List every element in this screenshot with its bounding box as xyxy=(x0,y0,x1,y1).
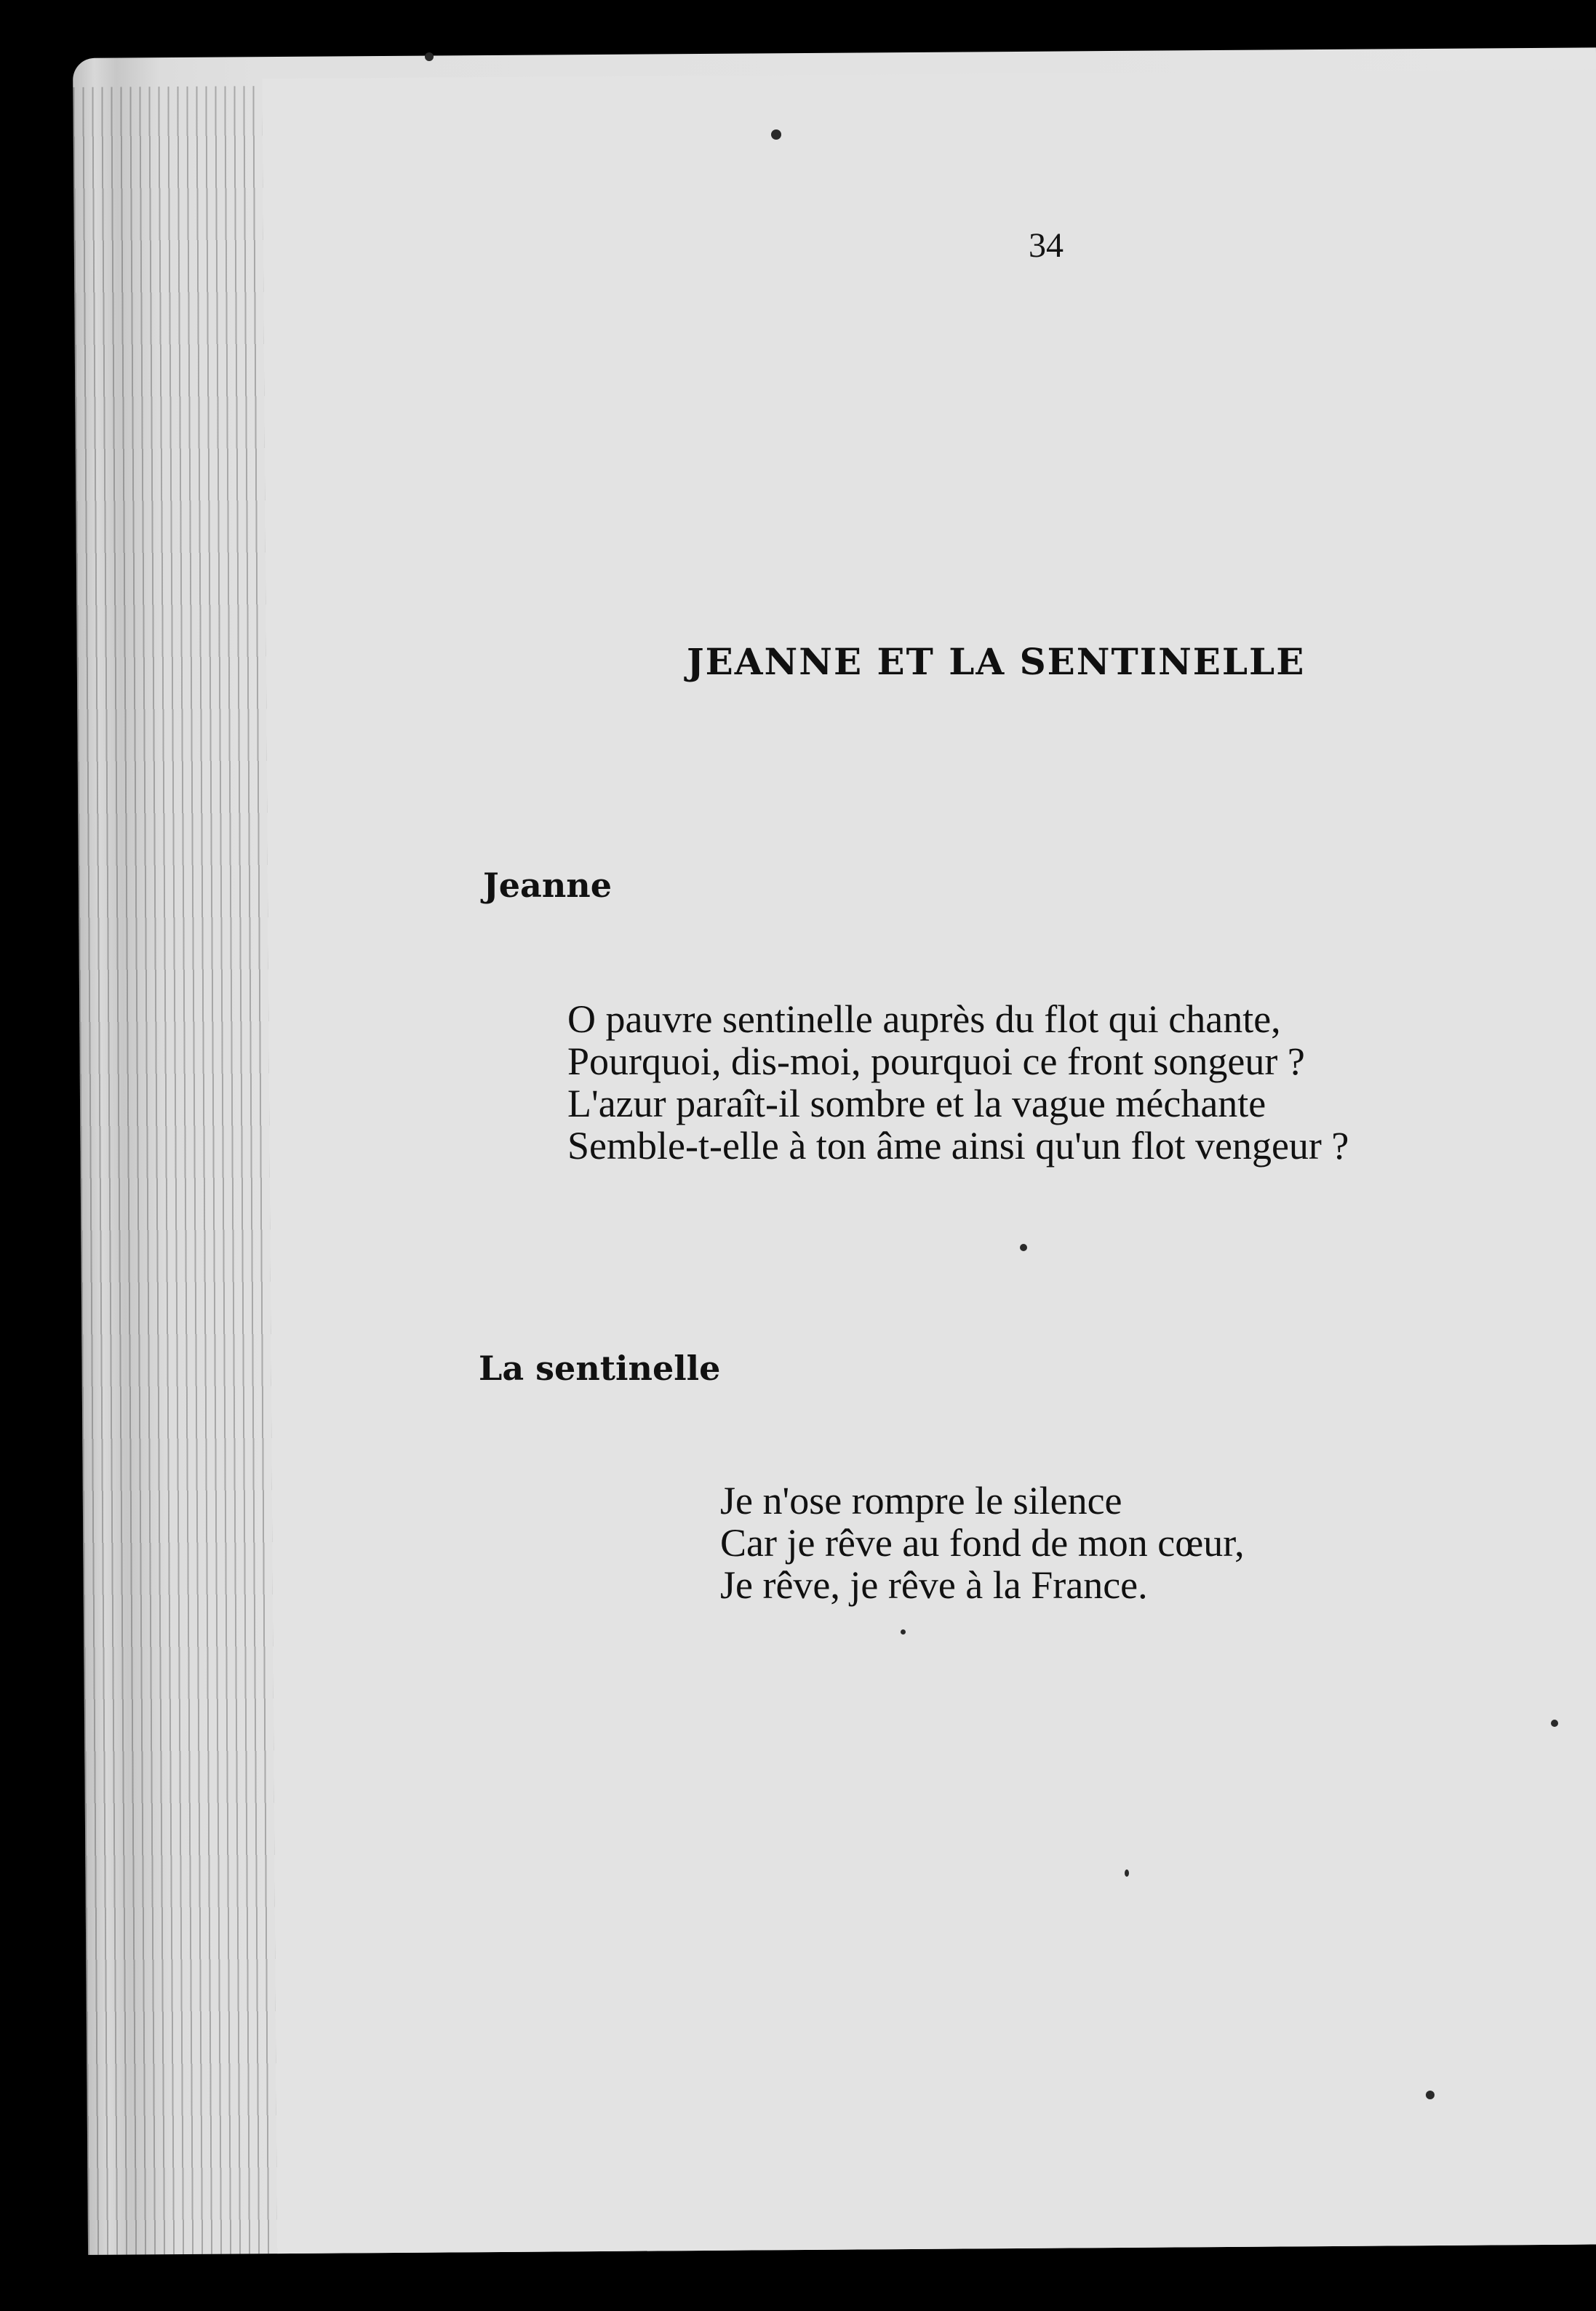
page-number: 34 xyxy=(1029,226,1064,265)
verse-line: L'azur paraît-il sombre et la vague méchante xyxy=(567,1082,1266,1125)
speaker-sentinelle: La sentinelle xyxy=(479,1349,721,1388)
speaker-jeanne: Jeanne xyxy=(483,866,612,905)
verse-line: Je rêve, je rêve à la France. xyxy=(720,1563,1148,1607)
verse-line: Semble-t-elle à ton âme ainsi qu'un flot vengeur ? xyxy=(567,1124,1349,1168)
speck xyxy=(901,1629,906,1635)
speck xyxy=(1551,1720,1558,1727)
speck xyxy=(425,52,434,61)
verse-line: Je n'ose rompre le silence xyxy=(720,1479,1122,1522)
verse-sentinelle xyxy=(720,1480,1245,1606)
speck xyxy=(1125,1869,1129,1877)
speck xyxy=(1426,2091,1435,2099)
page-title: JEANNE ET LA SENTINELLE xyxy=(687,640,1306,683)
verse-line: O pauvre sentinelle auprès du flot qui chante, xyxy=(567,997,1281,1041)
page-edges xyxy=(73,86,292,2255)
speck xyxy=(1020,1244,1027,1251)
speck xyxy=(771,129,781,140)
verse-line: Pourquoi, dis-moi, pourquoi ce front songeur ? xyxy=(567,1039,1305,1083)
verse-jeanne xyxy=(567,998,1349,1167)
verse-line: Car je rêve au fond de mon cœur, xyxy=(720,1521,1245,1565)
